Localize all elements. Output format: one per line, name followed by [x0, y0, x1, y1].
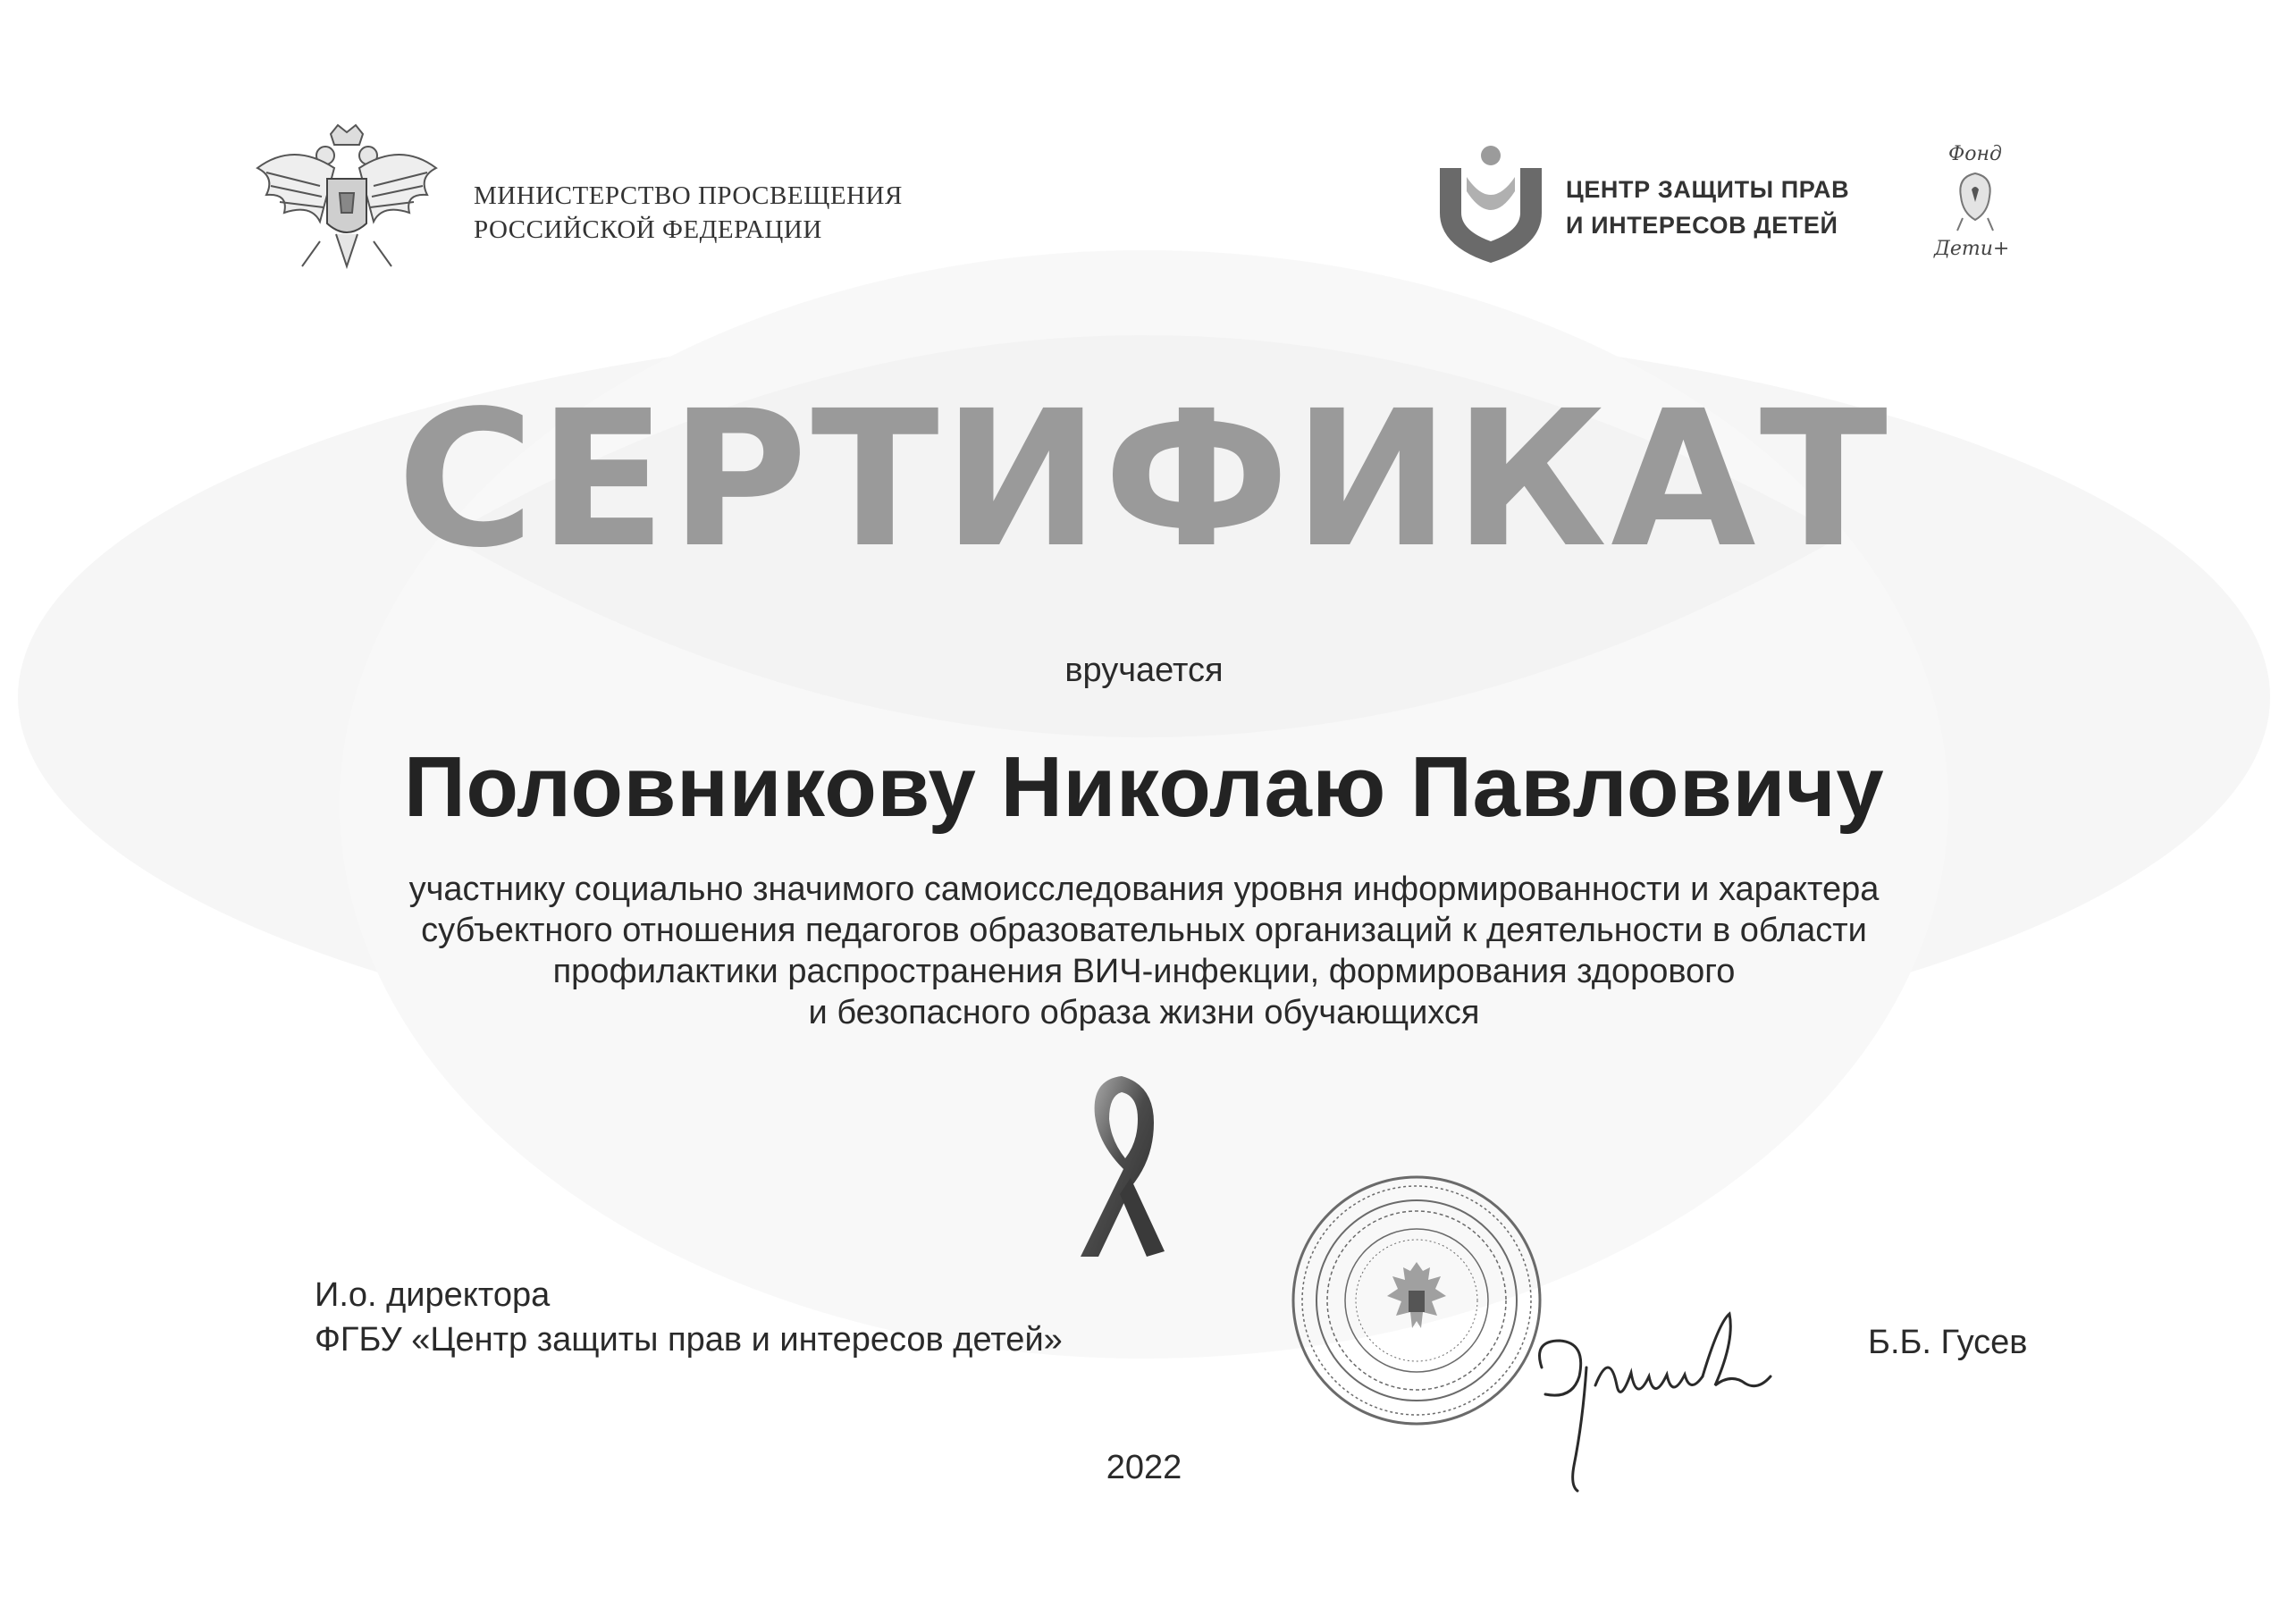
ministry-name-line2: РОССИЙСКОЙ ФЕДЕРАЦИИ	[474, 215, 822, 244]
center-name-line2: И ИНТЕРЕСОВ ДЕТЕЙ	[1566, 212, 1838, 239]
fund-logo-bottom-text: Дети+	[1934, 238, 2010, 260]
emblem-icon	[248, 123, 445, 284]
recipient-name: Половникову Николаю Павловичу	[403, 739, 1885, 835]
year: 2022	[1106, 1449, 1182, 1486]
ministry-name	[474, 179, 903, 247]
center-name-line1: ЦЕНТР ЗАЩИТЫ ПРАВ	[1566, 176, 1850, 203]
description-line: субъектного отношения педагогов образовательных организаций к деятельности в области	[421, 912, 1867, 949]
description	[179, 869, 2109, 1033]
certificate-title: СЕРТИФИКАТ	[397, 370, 1891, 589]
official-seal-icon	[1287, 1171, 1546, 1430]
awarded-text: вручается	[1064, 652, 1224, 689]
signer-name: Б.Б. Гусев	[1868, 1324, 2028, 1361]
signer-title-line1: И.о. директора	[315, 1276, 551, 1314]
fund-logo-top-text: Фонд	[1948, 143, 2002, 165]
description-line: участнику социально значимого самоисследования уровня информированности и характера	[408, 871, 1880, 908]
description-line: профилактики распространения ВИЧ-инфекции, формирования здорового	[552, 953, 1736, 990]
signer-title	[315, 1273, 1063, 1362]
ministry-name-line1: МИНИСТЕРСТВО ПРОСВЕЩЕНИЯ	[474, 181, 903, 210]
center-name	[1566, 172, 1849, 243]
signer-title-line2: ФГБУ «Центр защиты прав и интересов детей»	[315, 1321, 1063, 1359]
center-logo-icon	[1433, 141, 1549, 266]
red-ribbon-icon	[1068, 1073, 1175, 1260]
description-line: и безопасного образа жизни обучающихся	[808, 994, 1480, 1031]
